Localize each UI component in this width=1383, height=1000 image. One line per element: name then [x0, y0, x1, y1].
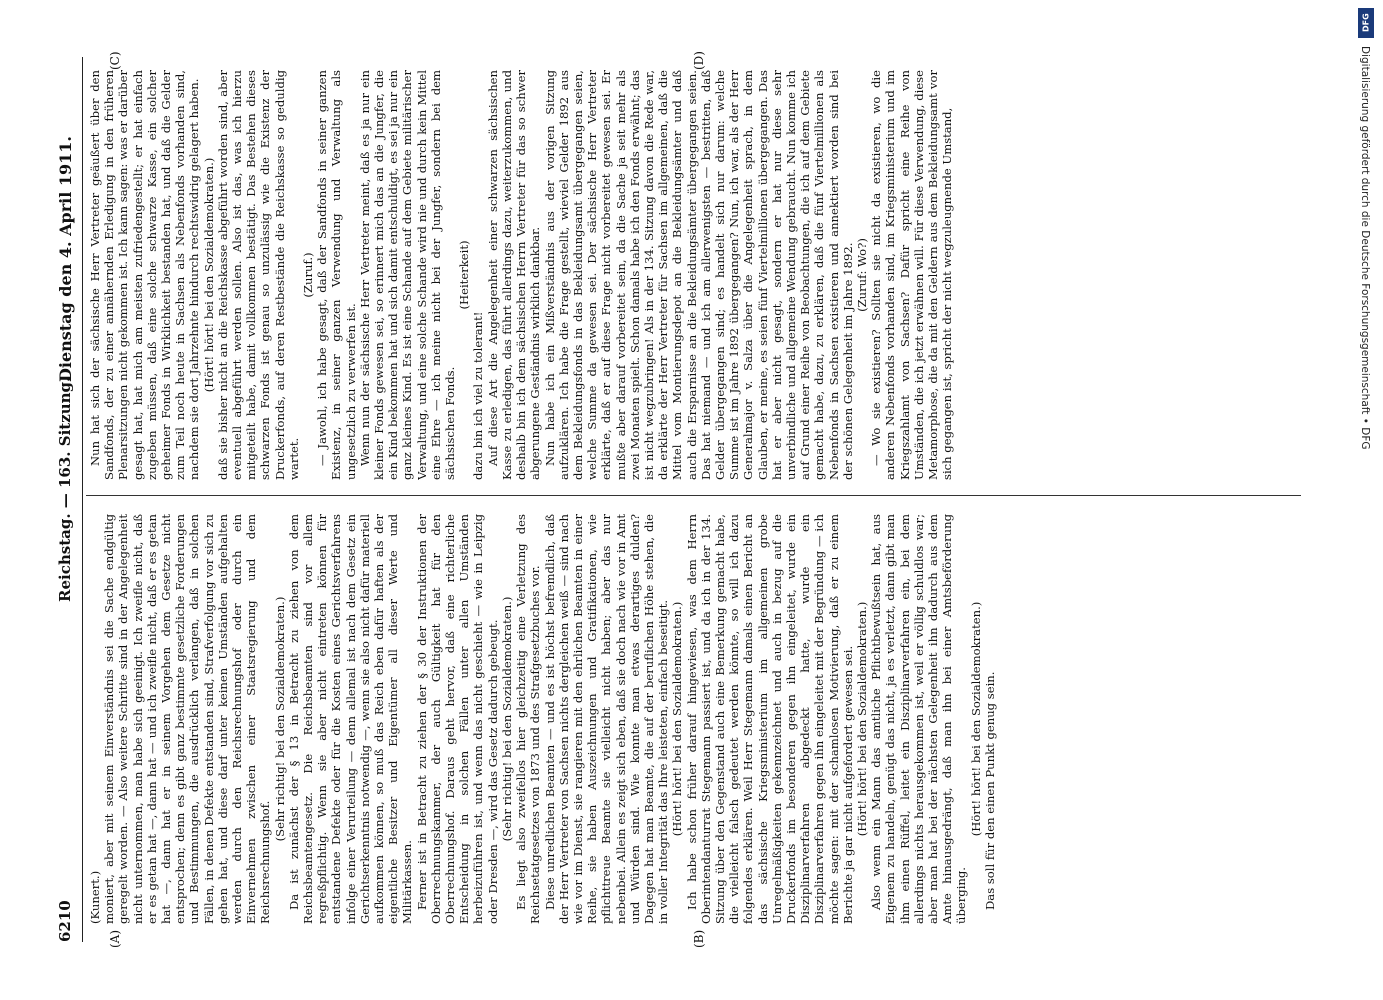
paragraph: Nun hat sich der sächsische Herr Vertreter geäußert über den Sandfonds, der zu einer annähernden Erledigung in den früheren Plenarsitzungen nicht gekommen ist. Ich kann sagen: was er darüber gesagt hat, hat mich am meisten zufriedengestellt; er hat einfach zugeben müssen, daß eine solche schwarze Kasse, ein solcher geheimer Fonds in Wirklichkeit bestanden hat, und daß die Gelder zum Teil noch heute in Sachsen als Nebenfonds vorhanden sind, nachdem sie dort Jahrzehnte hindurch rechtswidrig gelagert haben.	[88, 70, 202, 480]
interjection: (Hört! hört! bei den Sozialdemokraten.)	[201, 157, 216, 393]
interjection: (Sehr richtig! bei den Sozialdemokraten.)	[272, 596, 287, 842]
page-header	[56, 42, 78, 942]
speaker-name: (Kunert.)	[88, 870, 102, 924]
paragraph: Nun habe ich ein Mißverständnis aus der vorigen Sitzung aufzuklären. Ich habe die Frage gestellt, wieviel Gelder 1892 aus dem Bekleidungsfonds in das Bekleidungsamt übergegangen seien, welche Summe da gewesen sei. Der sächsische Herr Vertreter erklärte, daß er auf diese Frage nicht vorbereitet gewesen sei. Er mußte aber darauf vorbereitet sein, da die Sache ja seit mehr als zwei Monaten spielt. Schon damals habe ich den Fonds erwähnt; das ist nicht wegzubringen! Als in der 134. Sitzung davon die Rede war, da erklärte der Herr Vertreter für Sachsen im allgemeinen, daß die Mittel vom Montierungsdepot an die Bekleidungsämter und daß auch die Ersparnisse an die Bekleidungsämter übergegangen seien. Das hat niemand — und ich am allerwenigsten — bestritten, daß Gelder übergegangen sind; es handelt sich nur darum: welche Summe ist im Jahre 1892 übergegangen? Nun, ich war, als der Herr Generalmajor v. Salza über die Angelegenheit sprach, in dem Glauben, er meine, es seien fünf Viertelmillionen übergegangen. Das hat er aber nicht gesagt, sondern er hat nur diese sehr unverbindliche und allgemeine Wendung gebraucht. Nun komme ich auf Grund einer Reihe von Beobachtungen, die ich auf dem Gebiete gemacht habe, dazu, zu erklären, daß die fünf Viertelmillionen als Nebenfonds in Sachsen existieren und annektiert worden sind bei der schönen Gelegenheit im Jahre 1892.	[542, 70, 855, 480]
margin-marker-c: (C)	[108, 51, 122, 70]
page-number: 6210	[56, 900, 74, 942]
paragraph: moniert, aber mit seinem Einverständnis sei die Sache endgültig geregelt worden. — Also weitere Schritte sind in der Angelegenheit nicht unternommen, man habe sich geeinigt. Ich zweifle nicht, daß er es getan hat —, dann hat — und ich zweifle nicht, daß er es getan hat —, dann hat er in seinem Vorgehen dem Gesetze nicht entsprochen; denn es gibt ganz bestimmte gesetzliche Forderungen und Bestimmungen, die ausdrücklich verlangen, daß in solchen Fällen, in denen Defekte entstanden sind, Strafverfolgung vor sich zu gehen hat, und diese darf unter keinen Umständen aufgehalten werden durch den Reichsrechnungshof oder durch ein Einvernehmen zwischen einer Staatsregierung und dem Reichsrechnungshof.	[102, 514, 273, 924]
interjection: (Hört! hört! bei den Sozialdemokraten.)	[968, 601, 983, 837]
interjection: (Heiterkeit)	[457, 240, 472, 310]
interjection: (Hört! hört! bei den Sozialdemokraten.)	[670, 601, 685, 837]
paragraph: daß sie bisher nicht an die Reichskasse abgeführt worden sind, aber eventuell abgeführt werden sollen. Also ist das, was ich hierzu mitgeteilt habe, damit vollkommen bestätigt. Das Bestehen dieses schwarzen Fonds ist genau so unzulässig wie die Existenz der Druckerfonds, auf deren Restbestände die Reichskasse so geduldig wartet.	[215, 70, 301, 480]
date-title: Dienstag den 4. April 1911.	[56, 136, 75, 382]
paragraph: Ich habe schon früher darauf hingewiesen, was dem Herrn Oberintendanturrat Stegemann passiert ist, und da ich in der 134. Sitzung über den Gegenstand auch eine Bemerkung gemacht habe, die vielleicht falsch gedeutet werden könnte, so will ich dazu folgendes erklären. Weil Herr Stegemann damals einen Bericht an das sächsische Kriegsministerium im allgemeinen grobe Unregelmäßigkeiten gekennzeichnet und auch in bezug auf die Druckerfonds im besonderen gegen ihn eingeleitet, wurde ein Disziplinarverfahren abgedeckt hatte, wurde ein Disziplinarverfahren gegen ihn eingeleitet mit der Begründung — ich möchte sagen: mit der schamlosen Motivierung, daß er zu einem Berichte ja gar nicht aufgefordert gewesen sei.	[684, 514, 855, 924]
paragraph: Diese unredlichen Beamten — und es ist höchst befremdlich, daß der Herr Vertreter von Sachsen nichts dergleichen weiß — sind nach wie vor im Dienst, sie rangieren mit den ehrlichen Beamten in einer Reihe, sie haben Auszeichnungen und Gratifikationen, wie pflichttreue Beamte sie vielleicht nicht haben; aber das nur nebenbei. Allein es zeigt sich eben, daß sie doch nach wie vor in Amt und Würden sind. Wie konnte man etwas derartiges dulden? Dagegen hat man Beamte, die auf der beruflichen Höhe stehen, die in voller Integrität das Ihre leisteten, einfach beseitigt.	[542, 514, 671, 924]
paragraph: — Jawohl, ich habe gesagt, daß der Sandfonds in seiner ganzen Existenz, in seiner ganzen Verwendung und Verwaltung als ungesetzlich zu verwerfen ist.	[315, 70, 358, 480]
paragraph: Das soll für den einen Punkt genug sein.	[982, 671, 997, 910]
paragraph: Wenn nun der sächsische Herr Vertreter meint, daß es ja nur ein kleiner Fonds gewesen sei, so erinnert mich das an die Jungfer, die ein Kind bekommen hat und sich damit entschuldigt, es sei ja nur ein ganz kleines Kind. Es ist eine Schande auf dem Gebiete militärischer Verwaltung, und eine solche Schande wird nie und durch kein Mittel eine Ehre — ich meine nicht bei der Jungfer, sondern bei dem sächsischen Fonds.	[357, 70, 458, 480]
paragraph: dazu bin ich viel zu tolerant!	[471, 311, 486, 480]
text-column-right	[88, 70, 1318, 480]
margin-marker-a: (A)	[108, 929, 122, 948]
header-rule	[82, 57, 83, 942]
session-title: Reichstag. — 163. Sitzung.	[56, 376, 74, 602]
paragraph: Also wenn ein Mann das amtliche Pflichtbewußtsein hat, aus Eigenem zu handeln, genügt das nicht, ja es verletzt, dann gibt man ihm einen Rüffel, leitet ein Disziplinarverfahren ein, bei dem allerdings nichts herausgekommen ist, weil er völlig schuldlos war; aber man hat bei der nächsten Gelegenheit ihn dadurch aus dem Amte hinausgedrängt, daß man ihn bei einer Amtsbeförderung überging.	[869, 514, 969, 924]
column-divider	[86, 495, 1301, 496]
paragraph: Ferner ist in Betracht zu ziehen der § 30 der Instruktionen der Oberrechnungskammer, der auch Gültigkeit hat für den Oberrechnungshof. Daraus geht hervor, daß eine richterliche Entscheidung in solchen Fällen unter allen Umständen herbeizuführen ist, und wenn das nicht geschieht — wie in Leipzig oder Dresden —, wird das Gesetz dadurch gebeugt.	[414, 514, 500, 924]
interjection: (Zuruf.)	[301, 252, 316, 298]
paragraph: Da ist zunächst der § 13 in Betracht zu ziehen von dem Reichsbeamtengesetz. Die Reichsbeamten sind vor allem regreßpflichtig. Wenn sie aber nicht eintreten können für entstandene Defekte oder für die Kosten eines Gerichtsverfahrens infolge einer Verurteilung — denn allemal ist nach dem Gesetz ein Gerichtserkenntnis notwendig —, wenn sie also nicht dafür materiell aufkommen können, so muß das Reich eben dafür haften als der eigentliche Besitzer und Eigentümer all dieser Werte und Militärkassen.	[286, 514, 415, 924]
margin-marker-d: (D)	[692, 51, 706, 70]
credit-text: Digitalisierung gefördert durch die Deutsche Forschungsgemeinschaft • DFG	[1359, 46, 1371, 450]
digitization-credit	[1355, 8, 1377, 998]
interjection: (Sehr richtig! bei den Sozialdemokraten.)	[499, 596, 514, 842]
paragraph: Es liegt also zweifellos hier gleichzeitig eine Verletzung des Reichsetatgesetzes von 1873 und des Strafgesetzbuches vor.	[514, 514, 543, 924]
interjection: (Zuruf: Wo?)	[854, 238, 869, 312]
dfg-logo: DFG	[1358, 8, 1374, 38]
interjection: (Hört! hört! bei den Sozialdemokraten.)	[854, 601, 869, 837]
margin-marker-b: (B)	[692, 929, 706, 948]
text-column-left	[88, 514, 1318, 924]
paragraph: Auf diese Art die Angelegenheit einer schwarzen sächsischen Kasse zu erledigen, das führt allerdings dazu, weiterzukommen, und deshalb bin ich dem sächsischen Herrn Vertreter für das so schwer abgerungene Geständnis wirklich dankbar.	[485, 70, 543, 480]
paragraph: — Wo sie existieren? Sollten sie nicht da existieren, wo die anderen Nebenfonds vorhanden sind, im Kriegsministerium und im Kriegszahlamt von Sachsen? Dafür spricht eine Reihe von Umständen, die ich jetzt erwähnen will. Für diese Verwendung, diese Metamorphose, die da mit den Geldern aus dem Bekleidungsamt vor sich gegangen ist, spricht der nicht wegzuleugnende Umstand,	[869, 70, 955, 480]
